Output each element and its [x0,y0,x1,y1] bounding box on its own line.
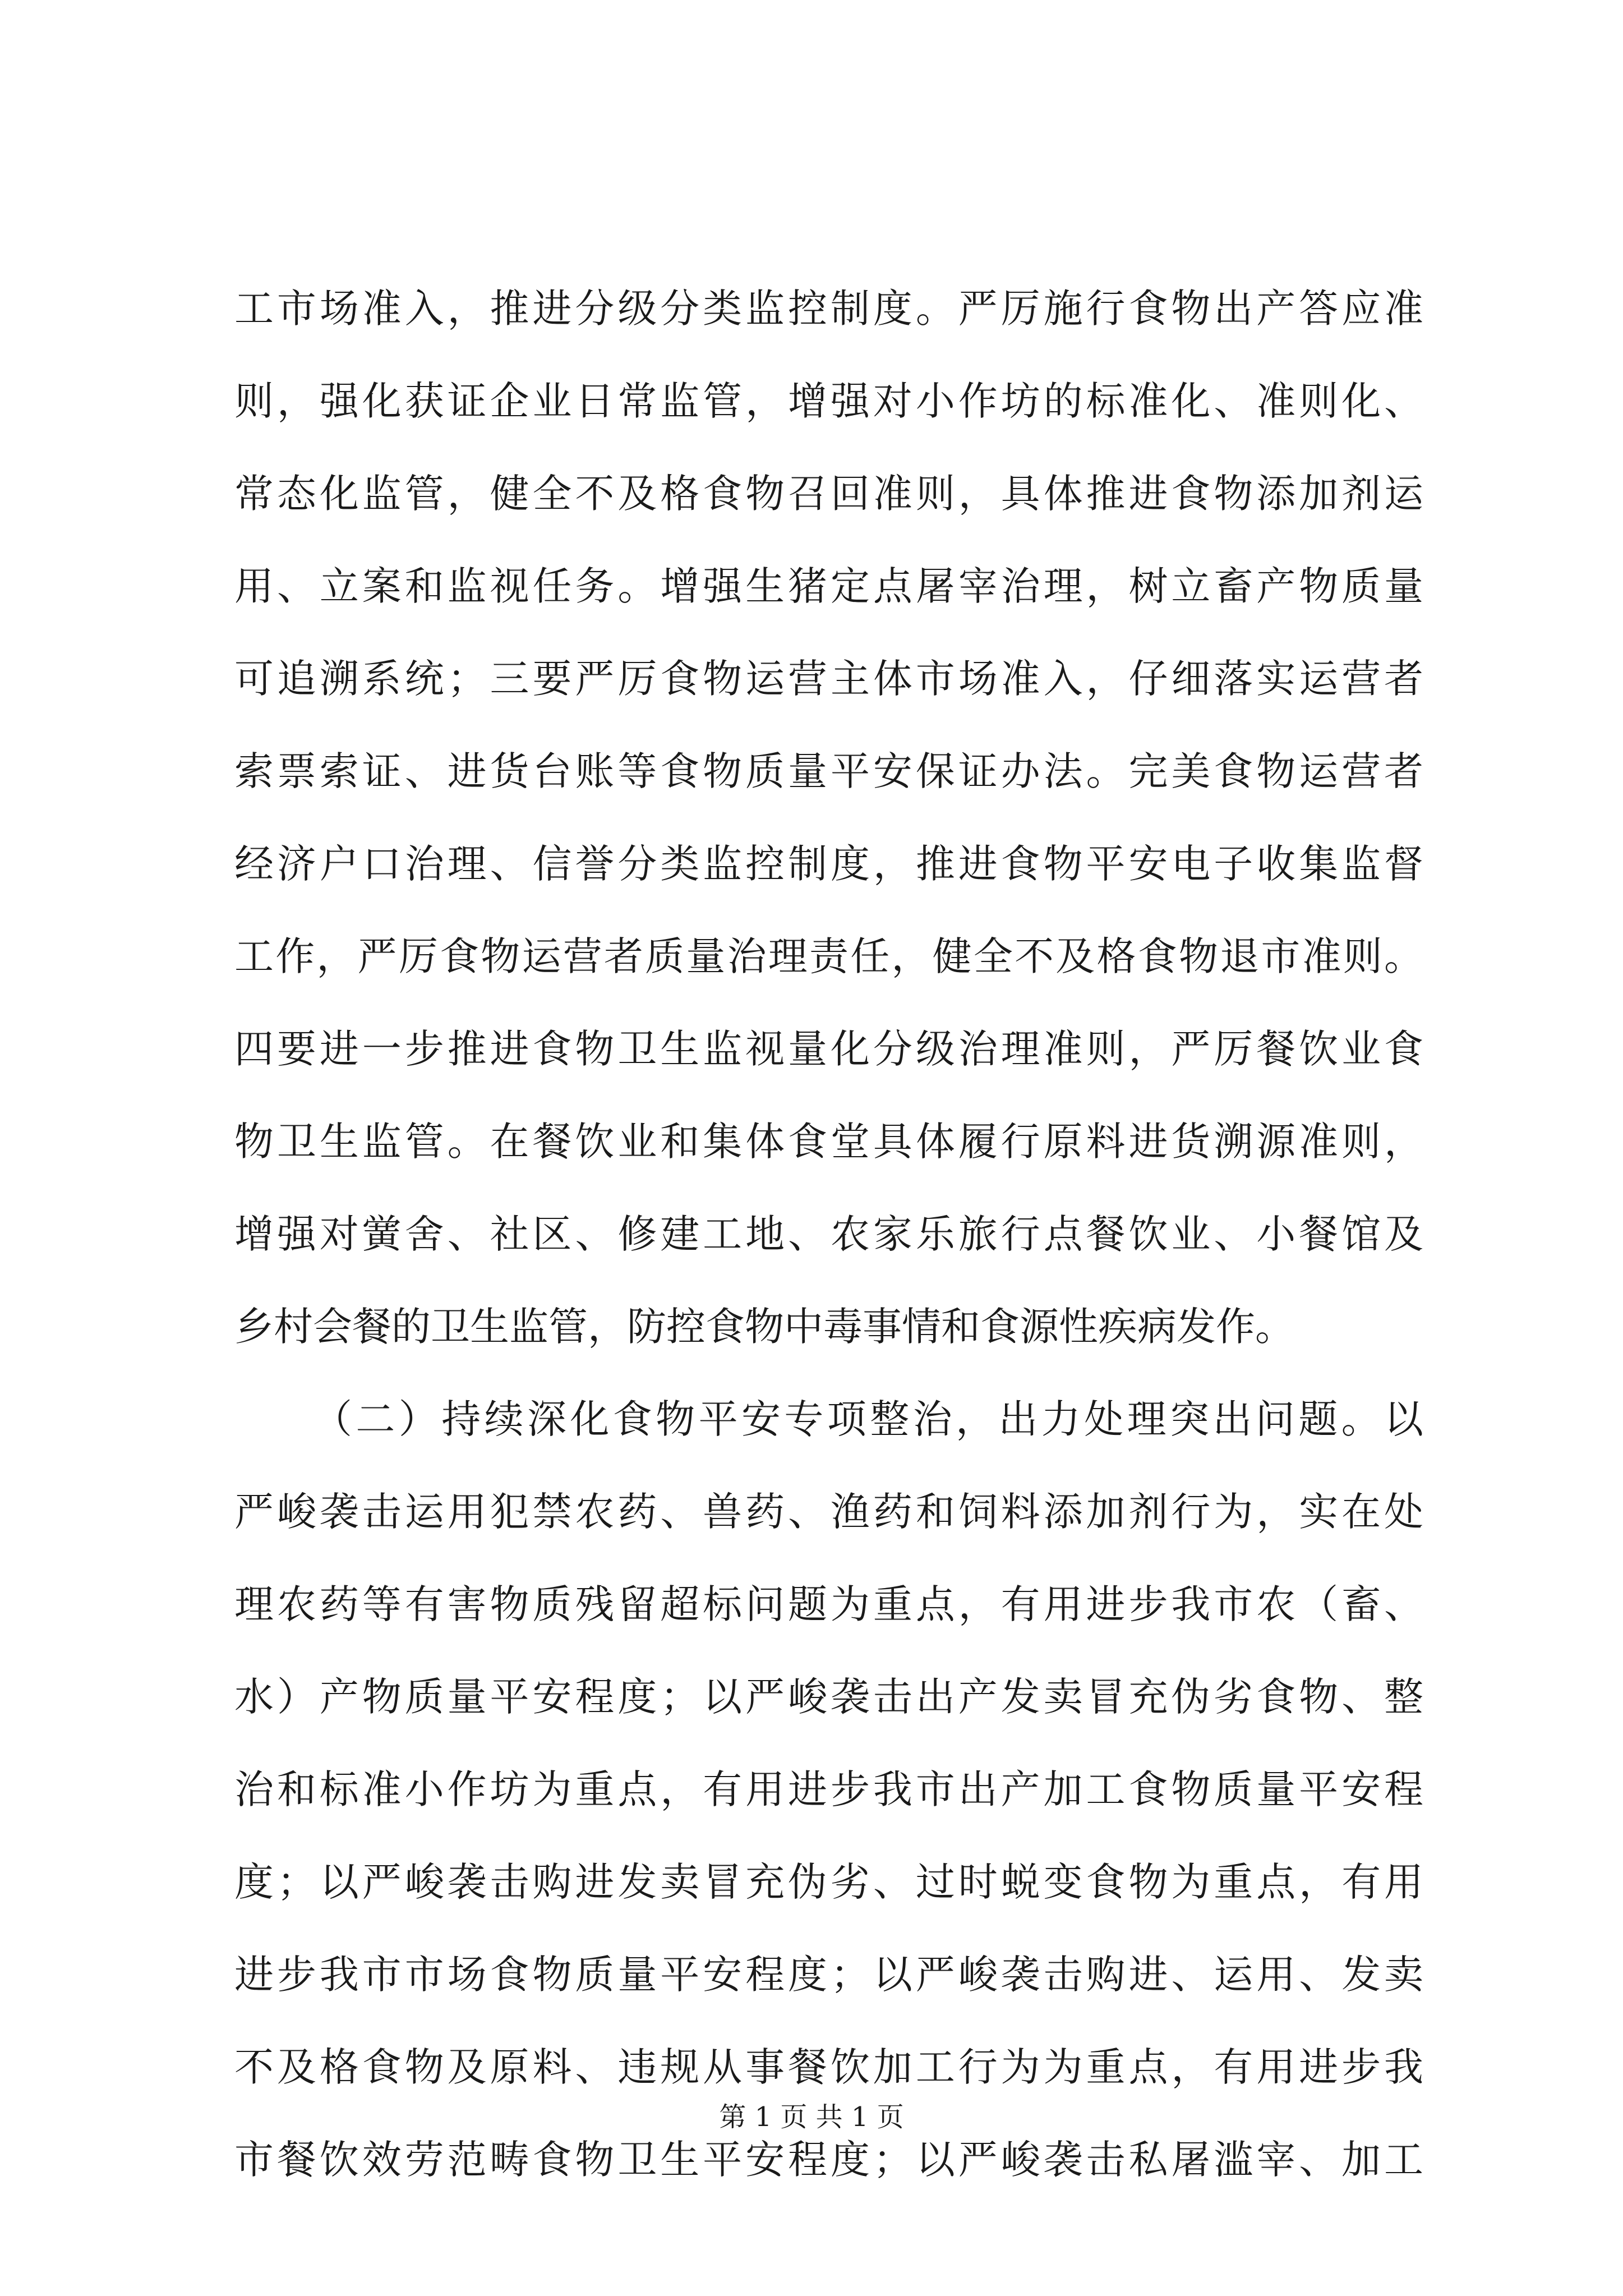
text-line: 经济户口治理、信誉分类监控制度，推进食物平安电子收集监督 [234,841,1423,887]
text-line: 工市场准入，推进分级分类监控制度。严厉施行食物出产答应准 [234,286,1423,332]
text-line: 可追溯系统；三要严厉食物运营主体市场准入，仔细落实运营者 [234,656,1423,702]
text-line: 四要进一步推进食物卫生监视量化分级治理准则，严厉餐饮业食 [234,1026,1423,1072]
text-line: 治和标准小作坊为重点，有用进步我市出产加工食物质量平安程 [234,1766,1423,1812]
text-line: 增强对黉舍、社区、修建工地、农家乐旅行点餐饮业、小餐馆及 [234,1211,1423,1257]
paragraph-start-line: （二）持续深化食物平安专项整治，出力处理突出问题。以 [313,1396,1423,1442]
page-footer: 第 1 页 共 1 页 [719,2101,904,2133]
text-line: 市餐饮效劳范畴食物卫生平安程度；以严峻袭击私屠滥宰、加工 [234,2137,1423,2183]
document-body [234,263,1423,2206]
text-line: 乡村会餐的卫生监管，防控食物中毒事情和食源性疾病发作。 [234,1304,1294,1350]
text-line: 用、立案和监视任务。增强生猪定点屠宰治理，树立畜产物质量 [234,563,1423,609]
text-line: 水）产物质量平安程度；以严峻袭击出产发卖冒充伪劣食物、整 [234,1674,1423,1720]
text-line: 度；以严峻袭击购进发卖冒充伪劣、过时蜕变食物为重点，有用 [234,1859,1423,1905]
text-line: 不及格食物及原料、违规从事餐饮加工行为为重点，有用进步我 [234,2044,1423,2090]
text-line: 理农药等有害物质残留超标问题为重点，有用进步我市农（畜、 [234,1581,1423,1627]
text-line: 则，强化获证企业日常监管，增强对小作坊的标准化、准则化、 [234,378,1423,424]
text-line: 常态化监管，健全不及格食物召回准则，具体推进食物添加剂运 [234,471,1423,517]
text-line: 严峻袭击运用犯禁农药、兽药、渔药和饲料添加剂行为，实在处 [234,1489,1423,1535]
text-line: 物卫生监管。在餐饮业和集体食堂具体履行原料进货溯源准则， [234,1119,1423,1165]
text-line: 工作，严厉食物运营者质量治理责任，健全不及格食物退市准则。 [234,933,1423,979]
text-line: 索票索证、进货台账等食物质量平安保证办法。完美食物运营者 [234,748,1423,794]
text-line: 进步我市市场食物质量平安程度；以严峻袭击购进、运用、发卖 [234,1952,1423,1998]
